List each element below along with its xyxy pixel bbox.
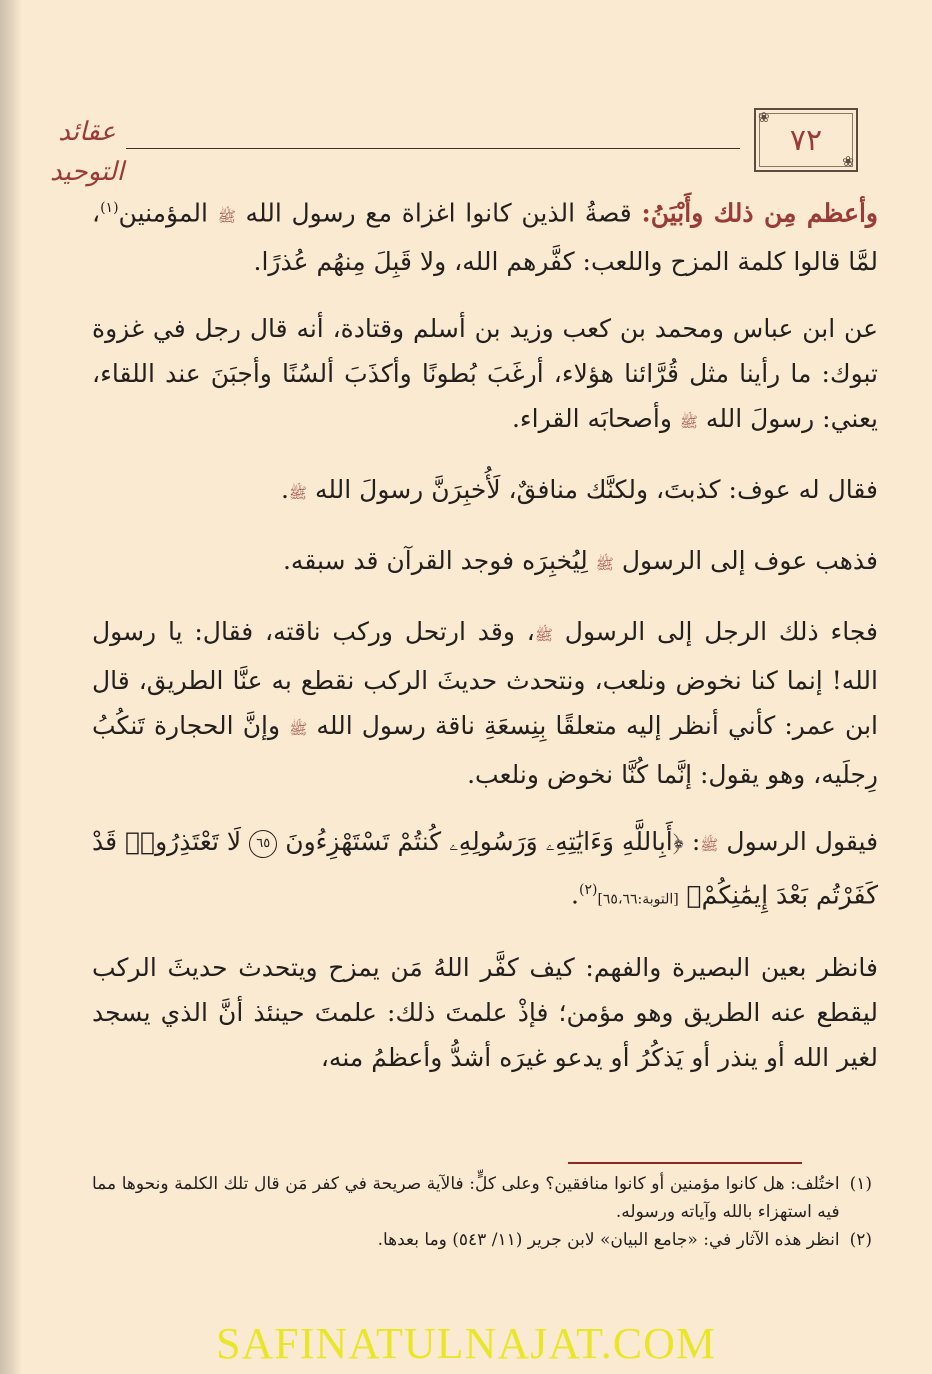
text-run: وأصحابَه القراء.	[511, 404, 680, 434]
paragraph-4	[92, 538, 878, 587]
footnote-2	[92, 1226, 872, 1254]
watermark: SAFINATULNAJAT.COM	[215, 1319, 716, 1368]
paragraph-6-quran	[92, 819, 878, 922]
paragraph-3	[92, 467, 878, 516]
footnote-text: اختُلف: هل كانوا مؤمنين أو كانوا منافقين؟ وعلى كلٍّ: فالآية صريحة في كفر مَن قال تلك الكلمة ونحوها مما فيه استهزاء بالله وآياته ورسوله.	[92, 1174, 840, 1222]
text-run: لِيُخبِرَه فوجد القرآن قد سبقه.	[282, 546, 596, 576]
page-number: ❀ ٧٢	[789, 122, 823, 158]
footnote-ref-2[interactable]: (٢)	[578, 882, 598, 899]
footnotes	[92, 1170, 872, 1254]
book-spine-shadow	[0, 0, 22, 1374]
text-run: فذهب عوف إلى الرسول	[613, 546, 878, 576]
header-rule	[126, 148, 740, 149]
honorific-glyph: ﷺ	[595, 555, 614, 574]
paragraph-2	[92, 306, 878, 445]
text-run: .	[571, 880, 579, 910]
text-run: قصةُ الذين كانوا اغزاة مع رسول الله	[235, 198, 642, 228]
text-run: فقال له عوف: كذبتَ، ولكنَّك منافقٌ، لَأُخبِرَنَّ رسولَ الله	[307, 475, 878, 505]
text-run: المؤمنين	[118, 198, 218, 228]
quran-verse-part-1: ﴿أَبِاللَّهِ وَءَايَٰتِهِۦ وَرَسُولِهِۦ كُنتُمْ تَسْتَهْزِءُونَ	[285, 827, 684, 857]
footnote-separator	[568, 1162, 802, 1164]
honorific-glyph: ﷺ	[679, 413, 698, 432]
text-run: .	[280, 475, 289, 505]
text-run: فجاء ذلك الرجل إلى الرسول	[552, 617, 878, 647]
text-run: ، لمَّا قالوا كلمة المزح واللعب: كفَّرهم الله، ولا قَبِلَ مِنهُم عُذرًا.	[92, 198, 878, 277]
footnote-number: (١)	[849, 1174, 872, 1194]
paragraph-1	[92, 186, 878, 284]
page-header	[48, 108, 858, 187]
ayah-number-marker: ٦٥	[249, 830, 277, 858]
lead-phrase: وأعظم مِن ذلك وأَبْيَنُ:	[641, 198, 878, 228]
paragraph-5	[92, 609, 878, 797]
page-number-ornament-frame	[754, 108, 858, 172]
honorific-glyph: ﷺ	[217, 207, 236, 226]
text-run: :	[683, 827, 701, 857]
main-text	[92, 186, 878, 1102]
paragraph-7	[92, 945, 878, 1080]
text-run: عن ابن عباس ومحمد بن كعب وزيد بن أسلم وقتادة، أنه قال رجل في غزوة تبوك: ما رأينا مثل قُرَّائنا هؤلاء، أرغَبَ بُطونًا وأكذَبَ ألسُنًا وأجبَنَ عند اللقاء، يعني: رسولَ الله	[92, 314, 878, 434]
footnote-ref-1[interactable]: (١)	[100, 200, 119, 216]
honorific-glyph: ﷺ	[534, 626, 553, 645]
honorific-glyph: ﷺ	[288, 484, 308, 503]
footnote-1	[92, 1170, 872, 1226]
book-title: عقائد التوحيد	[50, 117, 124, 187]
text-run: وإنَّ الحجارة تَنكُبُ رِجلَيه، وهو يقول: إنَّما كُنَّا نخوض ونلعب.	[92, 711, 878, 790]
quran-verse-part-2: لَا تَعْتَذِرُوا۟ قَدْ كَفَرْتُم بَعْدَ إِيمَٰنِكُمْ﴾	[92, 827, 878, 910]
footnote-number: (٢)	[849, 1230, 872, 1250]
honorific-glyph: ﷺ	[289, 720, 308, 739]
text-run: فانظر بعين البصيرة والفهم: كيف كفَّر اللهُ مَن يمزح ويتحدث حديثَ الركب ليقطع عنه الطريق وهو مؤمن؛ فإذْ علمتَ ذلك: علمتَ حينئذ أنَّ الذي يسجد لغير الله أو ينذر أو يَذكُرُ أو يدعو غيرَه أشدُّ وأعظمُ منه،	[92, 952, 878, 1072]
honorific-glyph: ﷺ	[700, 836, 719, 855]
surah-reference: [التوبة:٦٥،٦٦]	[597, 891, 679, 908]
text-run: ، وقد ارتحل وركب ناقته، فقال: يا رسول الله! إنما كنا نخوض ونلعب، ونتحدث حديثَ الركب نقطع به عنَّا الطريق، قال ابن عمر: كأني أنظر إليه متعلقًا بِنِسعَةِ ناقة رسول الله	[92, 617, 878, 741]
text-run: فيقول الرسول	[718, 827, 879, 857]
footnote-text: انظر هذه الآثار في: «جامع البيان» لابن جرير (١١/ ٥٤٣) وما بعدها.	[377, 1230, 840, 1250]
